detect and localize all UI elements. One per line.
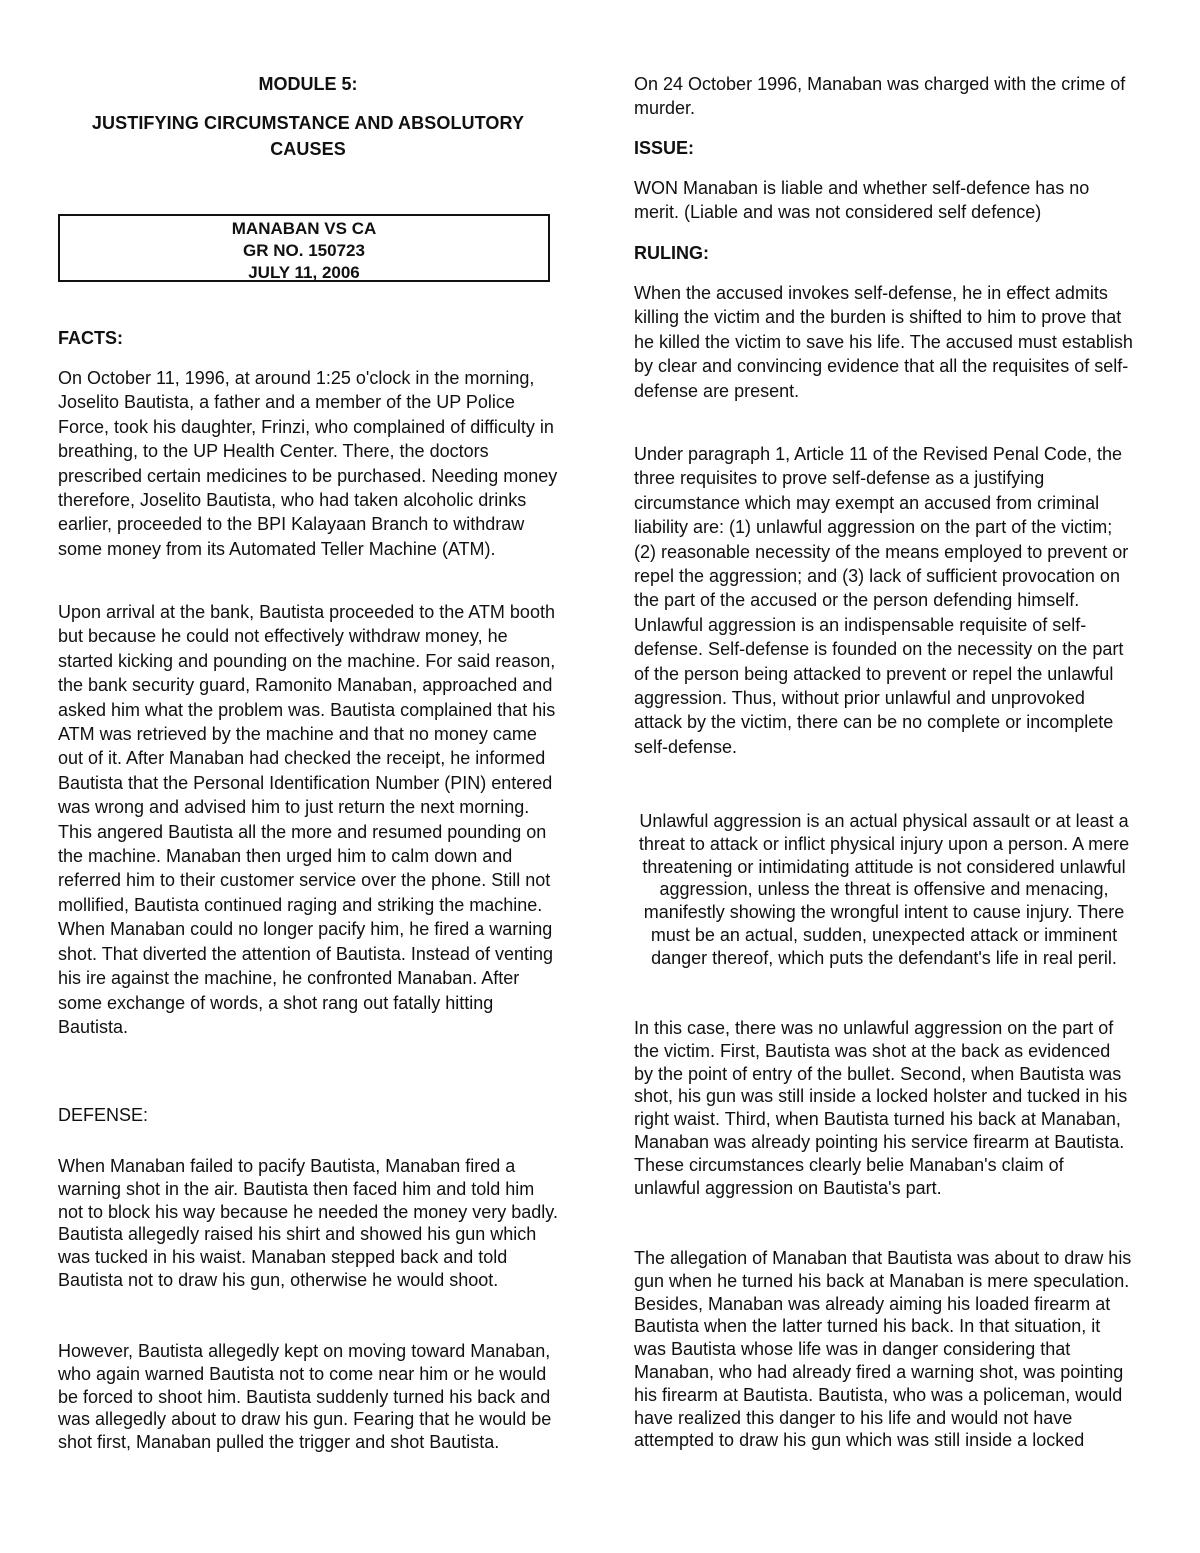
- case-name: MANABAN VS CA: [231, 219, 377, 238]
- case-date: JULY 11, 2006: [248, 263, 360, 282]
- ruling-section: [634, 241, 1134, 265]
- facts-paragraph-2-block: [58, 600, 558, 1039]
- defense-paragraph-2: However, Bautista allegedly kept on moving toward Manaban, who again warned Bautista not to come near him or he would be forced to shoot him. Bautista suddenly turned his back and was allegedly about to draw his gun. Fearing that he would be shot first, Manaban pulled the trigger and shot Bautista.: [58, 1341, 552, 1453]
- ruling-paragraph-5: The allegation of Manaban that Bautista was about to draw his gun when he turned his back at Manaban is mere speculation. Besides, Manaban was already aiming his loaded firearm at Bautista when the latter turned his back. In that situation, it was Bautista whose life was in danger considering that Manaban, who had already fired a warning shot, was pointing his firearm at Bautista. Bautista, who was a policeman, would have realized this danger to his life and would not have attempted to draw his gun which was still inside a locked: [634, 1248, 1132, 1451]
- facts-section: [58, 326, 558, 350]
- ruling-paragraph-5-block: [634, 1247, 1134, 1452]
- ruling-paragraph-1: When the accused invokes self-defense, he in effect admits killing the victim and the burden is shifted to him to prove that he killed the victim to save his life. The accused must establish by clear and convincing evidence that all the requisites of self-defense are present.: [634, 283, 1133, 401]
- defense-paragraph-1-block: [58, 1155, 558, 1292]
- facts-paragraph-1: On October 11, 1996, at around 1:25 o'clock in the morning, Joselito Bautista, a father and a member of the UP Police Force, took his daughter, Frinzi, who complained of difficulty in breathing, to the UP Health Center. There, the doctors prescribed certain medicines to be purchased. Needing money therefore, Joselito Bautista, who had taken alcoholic drinks earlier, proceeded to the BPI Kalayaan Branch to withdraw some money from its Automated Teller Machine (ATM).: [58, 368, 558, 559]
- ruling-paragraph-3-block: [634, 810, 1134, 970]
- defense-section: [58, 1103, 558, 1127]
- ruling-paragraph-2-block: [634, 442, 1134, 759]
- module-subtitle-line2: CAUSES: [270, 139, 346, 159]
- case-gr-number: GR NO. 150723: [243, 241, 365, 260]
- ruling-paragraph-1-block: [634, 281, 1134, 403]
- ruling-heading: RULING:: [634, 243, 709, 263]
- ruling-paragraph-4: In this case, there was no unlawful aggression on the part of the victim. First, Bautista was shot at the back as evidenced by the point of entry of the bullet. Second, when Bautista was shot, his gun was still inside a locked holster and tucked in his right waist. Third, when Bautista turned his back at Manaban, Manaban was already pointing his service firearm at Bautista. These circumstances clearly belie Manaban's claim of unlawful aggression on Bautista's part.: [634, 1018, 1128, 1198]
- issue-heading: ISSUE:: [634, 138, 695, 158]
- module-title: MODULE 5:: [258, 74, 358, 94]
- facts-paragraph-2: Upon arrival at the bank, Bautista proceeded to the ATM booth but because he could not effectively withdraw money, he started kicking and pounding on the machine. For said reason, the bank security guard, Ramonito Manaban, approached and asked him what the problem was. Bautista complained that his ATM was retrieved by the machine and that no money came out of it. After Manaban had checked the receipt, he informed Bautista that the Personal Identification Number (PIN) entered was wrong and advised him to just return the next morning. This angered Bautista all the more and resumed pounding on the machine. Manaban then urged him to calm down and referred him to their customer service over the phone. Still not mollified, Bautista continued raging and striking the machine. When Manaban could no longer pacify him, he fired a warning shot. That diverted the attention of Bautista. Instead of venting his ire against the machine, he confronted Manaban. After some exchange of words, a shot rang out fatally hitting Bautista.: [58, 602, 556, 1037]
- issue-section: [634, 136, 1134, 160]
- charge-block: [634, 72, 1134, 121]
- ruling-paragraph-2: Under paragraph 1, Article 11 of the Revised Penal Code, the three requisites to prove self-defense as a justifying circumstance which may exempt an accused from criminal liability are: (1) unlawful aggression on the part of the victim; (2) reasonable necessity of the means employed to prevent or repel the aggression; and (3) lack of sufficient provocation on the part of the accused or the person defending himself. Unlawful aggression is an indispensable requisite of self-defense. Self-defense is founded on the necessity on the part of the person being attacked to prevent or repel the unlawful aggression. Thus, without prior unlawful and unprovoked attack by the victim, there can be no complete or incomplete self-defense.: [634, 444, 1129, 757]
- ruling-paragraph-4-block: [634, 1017, 1134, 1199]
- module-subtitle: [58, 110, 558, 162]
- defense-heading: DEFENSE:: [58, 1105, 149, 1125]
- issue-paragraph-block: [634, 176, 1134, 225]
- module-subtitle-line1: JUSTIFYING CIRCUMSTANCE AND ABSOLUTORY: [91, 113, 525, 133]
- ruling-paragraph-3: Unlawful aggression is an actual physical assault or at least a threat to attack or inflict physical injury upon a person. A mere threatening or intimidating attitude is not considered unlawful aggression, unless the threat is offensive and menacing, manifestly showing the wrongful intent to cause injury. There must be an actual, sudden, unexpected attack or imminent danger thereof, which puts the defendant's life in real peril.: [638, 811, 1130, 968]
- case-title-box: [58, 214, 550, 282]
- facts-paragraph-1-block: [58, 366, 558, 561]
- facts-heading: FACTS:: [58, 328, 123, 348]
- defense-paragraph-2-block: [58, 1340, 558, 1454]
- issue-paragraph: WON Manaban is liable and whether self-defence has no merit. (Liable and was not considered self defence): [634, 178, 1090, 223]
- charge-paragraph: On 24 October 1996, Manaban was charged with the crime of murder.: [634, 74, 1126, 119]
- defense-paragraph-1: When Manaban failed to pacify Bautista, Manaban fired a warning shot in the air. Bautista then faced him and told him not to block his way because he needed the money very badly. Bautista allegedly raised his shirt and showed his gun which was tucked in his waist. Manaban stepped back and told Bautista not to draw his gun, otherwise he would shoot.: [58, 1156, 558, 1290]
